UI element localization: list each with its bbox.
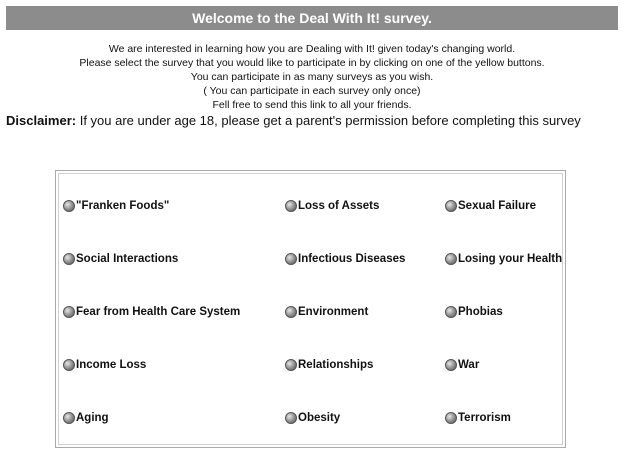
survey-link-income-loss[interactable] <box>63 357 146 373</box>
survey-label[interactable]: "Franken Foods" <box>76 200 170 212</box>
button-bullet-icon[interactable] <box>285 412 297 424</box>
survey-link-social-interactions[interactable] <box>63 251 178 267</box>
survey-label[interactable]: Fear from Health Care System <box>76 306 241 318</box>
button-bullet-icon[interactable] <box>63 306 75 318</box>
button-bullet-icon[interactable] <box>285 200 297 212</box>
button-bullet-icon[interactable] <box>63 359 75 371</box>
disclaimer <box>6 112 618 130</box>
button-bullet-icon[interactable] <box>63 200 75 212</box>
survey-link-fear-from-health-care-system[interactable] <box>63 304 240 320</box>
button-bullet-icon[interactable] <box>285 306 297 318</box>
survey-link-war[interactable] <box>445 357 479 373</box>
survey-link-terrorism[interactable] <box>445 410 511 426</box>
button-bullet-icon[interactable] <box>445 412 457 424</box>
survey-link-franken-foods[interactable] <box>63 198 169 214</box>
survey-list-inner <box>58 173 563 445</box>
survey-label[interactable]: Sexual Failure <box>458 200 536 212</box>
survey-link-phobias[interactable] <box>445 304 503 320</box>
survey-label[interactable]: Social Interactions <box>76 253 179 265</box>
survey-link-environment[interactable] <box>285 304 368 320</box>
button-bullet-icon[interactable] <box>445 359 457 371</box>
intro-text <box>6 42 618 112</box>
intro-line: You can participate in as many surveys as you wish. <box>190 71 434 83</box>
intro-line: Please select the survey that you would like to participate in by clicking on one of the yellow buttons. <box>79 57 545 69</box>
button-bullet-icon[interactable] <box>445 306 457 318</box>
survey-label[interactable]: Infectious Diseases <box>298 253 406 265</box>
survey-label[interactable]: Terrorism <box>458 412 511 424</box>
intro-line: Fell free to send this link to all your friends. <box>212 99 412 111</box>
disclaimer-text: If you are under age 18, please get a parent's permission before completing this survey <box>76 113 581 128</box>
survey-label[interactable]: Relationships <box>298 359 374 371</box>
button-bullet-icon[interactable] <box>445 253 457 265</box>
survey-link-relationships[interactable] <box>285 357 373 373</box>
survey-label[interactable]: Loss of Assets <box>298 200 380 212</box>
survey-label[interactable]: Income Loss <box>76 359 147 371</box>
survey-link-sexual-failure[interactable] <box>445 198 536 214</box>
disclaimer-label: Disclaimer: <box>6 113 77 128</box>
survey-link-loss-of-assets[interactable] <box>285 198 379 214</box>
button-bullet-icon[interactable] <box>63 412 75 424</box>
button-bullet-icon[interactable] <box>63 253 75 265</box>
button-bullet-icon[interactable] <box>285 253 297 265</box>
survey-label[interactable]: Aging <box>76 412 109 424</box>
survey-link-aging[interactable] <box>63 410 109 426</box>
survey-label[interactable]: Phobias <box>458 306 503 318</box>
survey-label[interactable]: Obesity <box>298 412 341 424</box>
intro-line: We are interested in learning how you are Dealing with It! given today's changing world. <box>108 43 516 55</box>
survey-label[interactable]: Environment <box>298 306 369 318</box>
button-bullet-icon[interactable] <box>445 200 457 212</box>
button-bullet-icon[interactable] <box>285 359 297 371</box>
survey-label[interactable]: Losing your Health <box>458 253 563 265</box>
page-title: Welcome to the Deal With It! survey. <box>6 6 618 30</box>
survey-list <box>55 170 566 448</box>
survey-label[interactable]: War <box>458 359 480 371</box>
intro-line: ( You can participate in each survey only once) <box>203 85 421 97</box>
survey-link-obesity[interactable] <box>285 410 340 426</box>
survey-link-infectious-diseases[interactable] <box>285 251 405 267</box>
survey-link-losing-your-health[interactable] <box>445 251 562 267</box>
